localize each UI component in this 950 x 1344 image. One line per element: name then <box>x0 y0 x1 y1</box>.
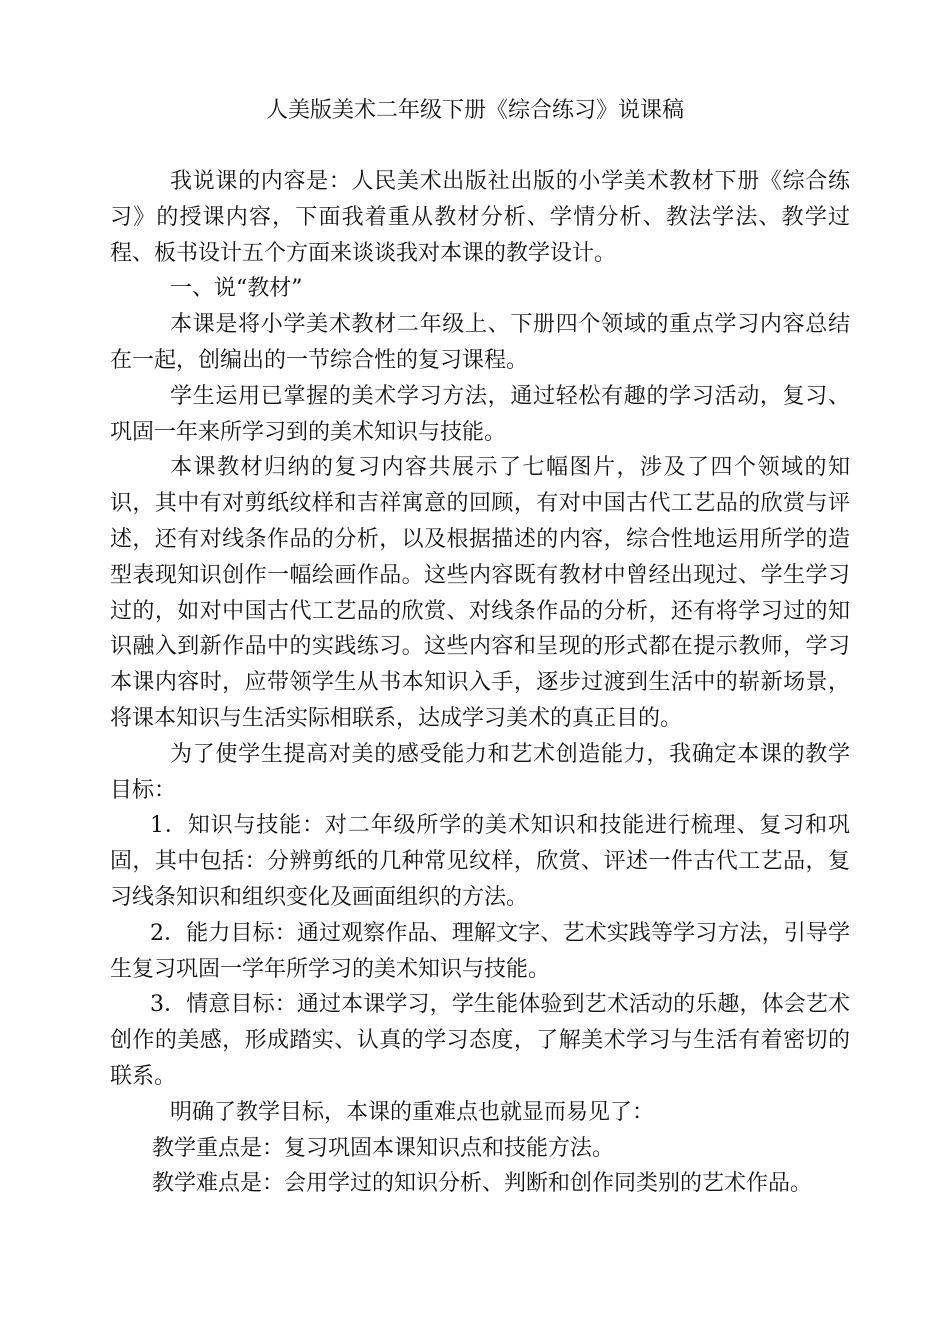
goal-item-emotion: 3．情意目标：通过本课学习，学生能体验到艺术活动的乐趣，体会艺术创作的美感，形成踏实、认真的学习态度，了解美术学习与生活有着密切的联系。 <box>110 992 850 1089</box>
document-body <box>110 164 850 1202</box>
paragraph-course-overview: 本课是将小学美术教材二年级上、下册四个领域的重点学习内容总结在一起，创编出的一节综合性的复习课程。 <box>110 312 850 373</box>
document-title: 人美版美术二年级下册《综合练习》说课稿 <box>265 98 684 123</box>
paragraph-intro: 我说课的内容是：人民美术出版社出版的小学美术教材下册《综合练习》的授课内容，下面我着重从教材分析、学情分析、教法学法、教学过程、板书设计五个方面来谈谈我对本课的教学设计。 <box>110 169 850 266</box>
paragraph-teaching-goals-intro: 为了使学生提高对美的感受能力和艺术创造能力，我确定本课的教学目标： <box>110 741 850 803</box>
paragraph-textbook-content: 本课教材归纳的复习内容共展示了七幅图片，涉及了四个领域的知识，其中有对剪纸纹样和吉祥寓意的回顾，有对中国古代工艺品的欣赏与评述，还有对线条作品的分析，以及根据描述的内容，综合性地运用所学的造型表现知识创作一幅绘画作品。这些内容既有教材中曾经出现过、学生学习过的，如对中国古代工艺品的欣赏、对线条作品的分析，还有将学习过的知识融入到新作品中的实践练习。这些内容和呈现的形式都在提示教师，学习本课内容时，应带领学生从书本知识入手，逐步过渡到生活中的崭新场景，将课本知识与生活实际相联系，达成学习美术的真正目的。 <box>110 455 850 731</box>
paragraph-key-points-intro: 明确了教学目标，本课的重难点也就显而易见了： <box>170 1099 655 1125</box>
section-heading-textbook: 一、说“教材” <box>170 276 303 302</box>
paragraph-teaching-focus: 教学重点是：复习巩固本课知识点和技能方法。 <box>152 1135 615 1161</box>
goal-item-knowledge-skills: 1．知识与技能：对二年级所学的美术知识和技能进行梳理、复习和巩固，其中包括：分辨剪纸的几种常见纹样，欣赏、评述一件古代工艺品，复习线条知识和组织变化及画面组织的方法。 <box>110 813 850 910</box>
goal-item-ability: 2．能力目标：通过观察作品、理解文字、艺术实践等学习方法，引导学生复习巩固一学年所学习的美术知识与技能。 <box>110 920 850 982</box>
paragraph-teaching-difficulty: 教学难点是：会用学过的知识分析、判断和创作同类别的艺术作品。 <box>152 1171 813 1197</box>
paragraph-review-methods: 学生运用已掌握的美术学习方法，通过轻松有趣的学习活动，复习、巩固一年来所学习到的美术知识与技能。 <box>110 383 850 445</box>
